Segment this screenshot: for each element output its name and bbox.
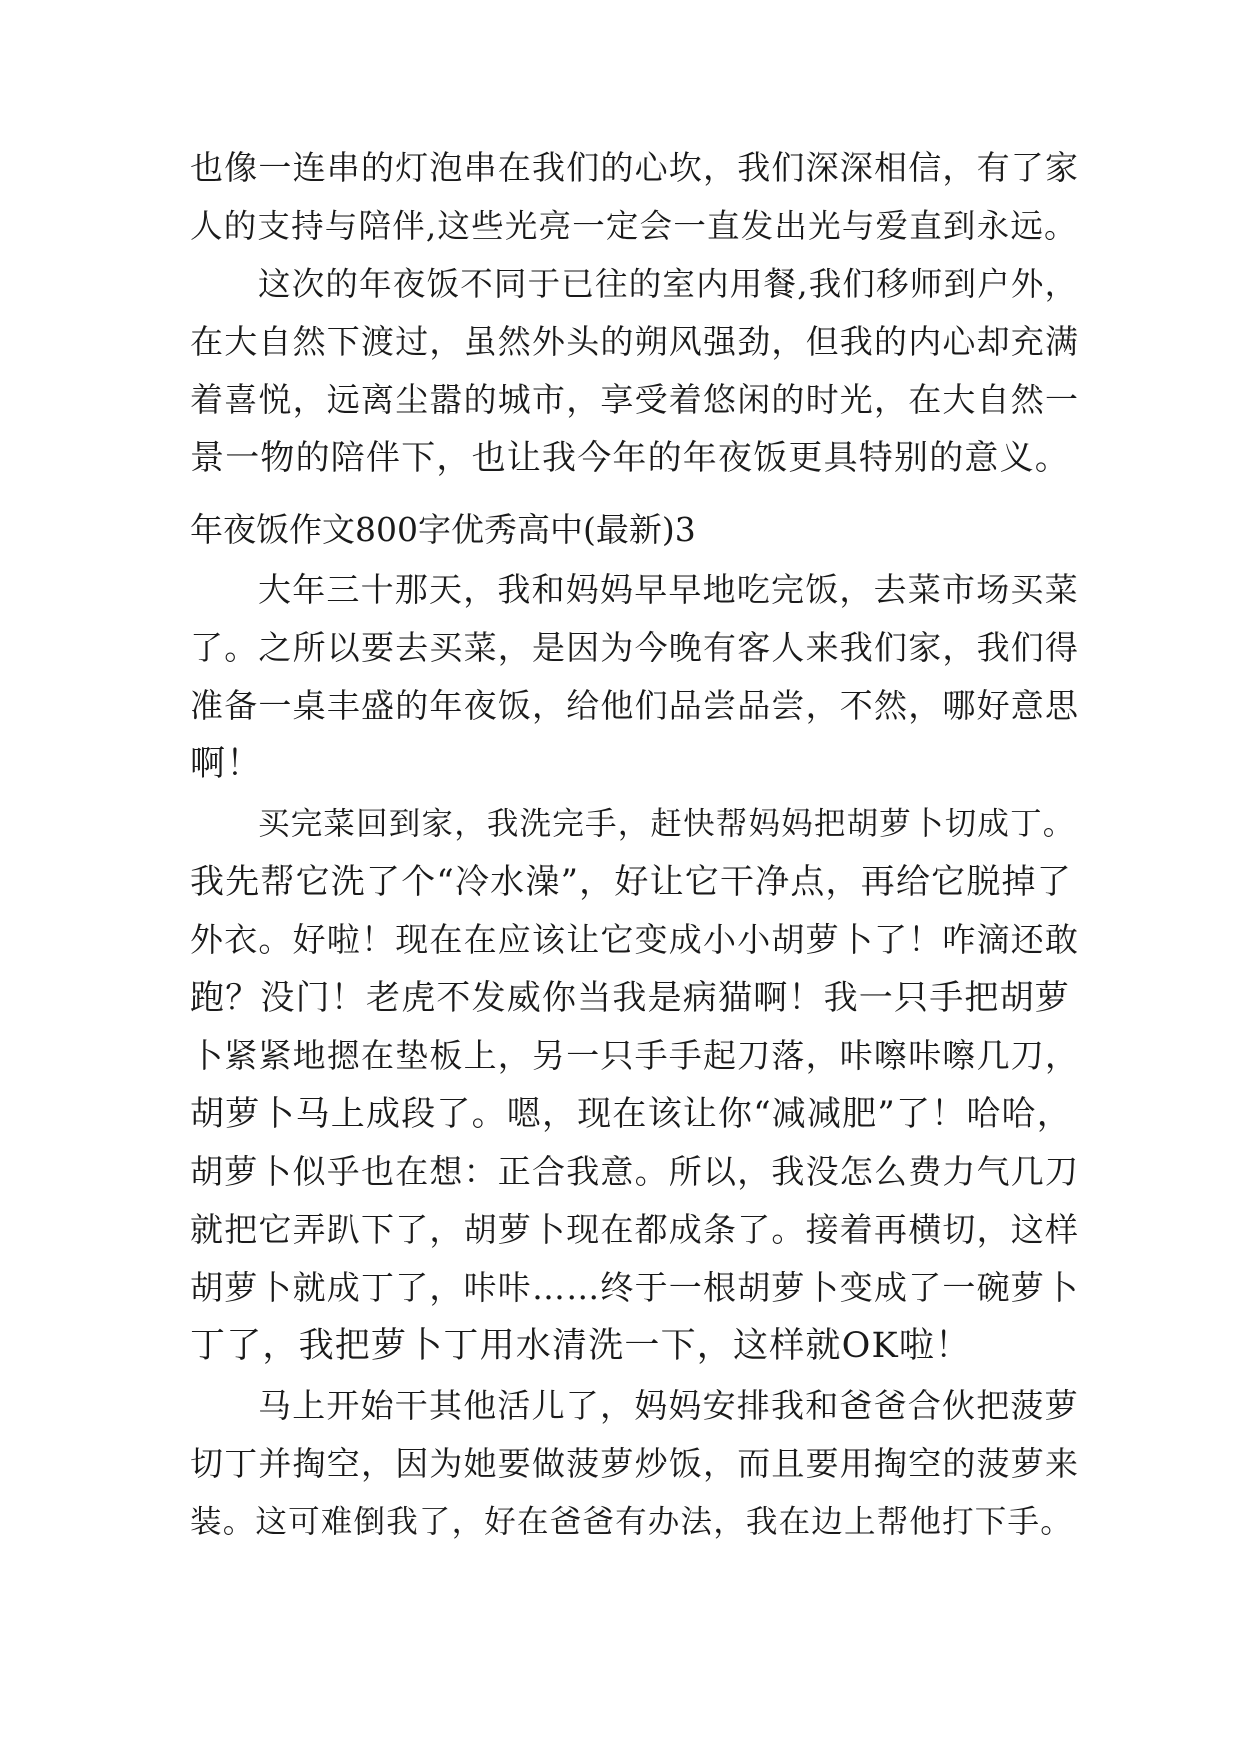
text-line: 在大自然下渡过，虽然外头的朔风强劲，但我的内心却充满: [190, 322, 1080, 361]
text-line: 丁了，我把萝卜丁用水清洗一下，这样就OK啦！: [190, 1326, 972, 1366]
text-line: 也像一连串的灯泡串在我们的心坎，我们深深相信，有了家: [190, 148, 1080, 187]
text-line: 外衣。好啦！现在在应该让它变成小小胡萝卜了！咋滴还敢: [190, 920, 1080, 959]
text-line: 了。之所以要去买菜，是因为今晚有客人来我们家，我们得: [190, 628, 1080, 667]
text-line: 啊！: [190, 744, 263, 784]
text-line: 准备一桌丰盛的年夜饭，给他们品尝品尝，不然，哪好意思: [190, 686, 1080, 725]
text-line: 着喜悦，远离尘嚣的城市，享受着悠闲的时光，在大自然一: [190, 380, 1080, 419]
paragraph-first-line: 这次的年夜饭不同于已往的室内用餐,我们移师到户外，: [258, 265, 1079, 303]
paragraph-first-line: 大年三十那天，我和妈妈早早地吃完饭，去菜市场买菜: [258, 570, 1079, 609]
text-line: 人的支持与陪伴,这些光亮一定会一直发出光与爱直到永远。: [190, 207, 1078, 245]
paragraph-first-line: 马上开始干其他活儿了，妈妈安排我和爸爸合伙把菠萝: [258, 1386, 1079, 1425]
text-line: 切丁并掏空，因为她要做菠萝炒饭，而且要用掏空的菠萝来: [190, 1444, 1080, 1483]
text-line: 就把它弄趴下了，胡萝卜现在都成条了。接着再横切，这样: [190, 1210, 1080, 1249]
text-line: 胡萝卜似乎也在想：正合我意。所以，我没怎么费力气几刀: [190, 1152, 1080, 1191]
text-line: 胡萝卜就成丁了，咔咔……终于一根胡萝卜变成了一碗萝卜: [190, 1268, 1080, 1307]
text-line: 装。这可难倒我了，好在爸爸有办法，我在边上帮他打下手。: [190, 1504, 1073, 1540]
text-line: 跑？没门！老虎不发威你当我是病猫啊！我一只手把胡萝: [190, 978, 1070, 1018]
text-line: 胡萝卜马上成段了。嗯，现在该让你“减减肥”了！哈哈，: [190, 1094, 1072, 1134]
text-line: 我先帮它洗了个“冷水澡”，好让它干净点，再给它脱掉了: [190, 862, 1072, 902]
text-line: 卜紧紧地摁在垫板上，另一只手手起刀落，咔嚓咔嚓几刀，: [190, 1036, 1080, 1075]
paragraph-first-line: 买完菜回到家，我洗完手，赶快帮妈妈把胡萝卜切成丁。: [258, 806, 1076, 842]
section-heading: 年夜饭作文800字优秀高中(最新)3: [190, 510, 696, 549]
text-line: 景一物的陪伴下，也让我今年的年夜饭更具特别的意义。: [190, 438, 1070, 478]
